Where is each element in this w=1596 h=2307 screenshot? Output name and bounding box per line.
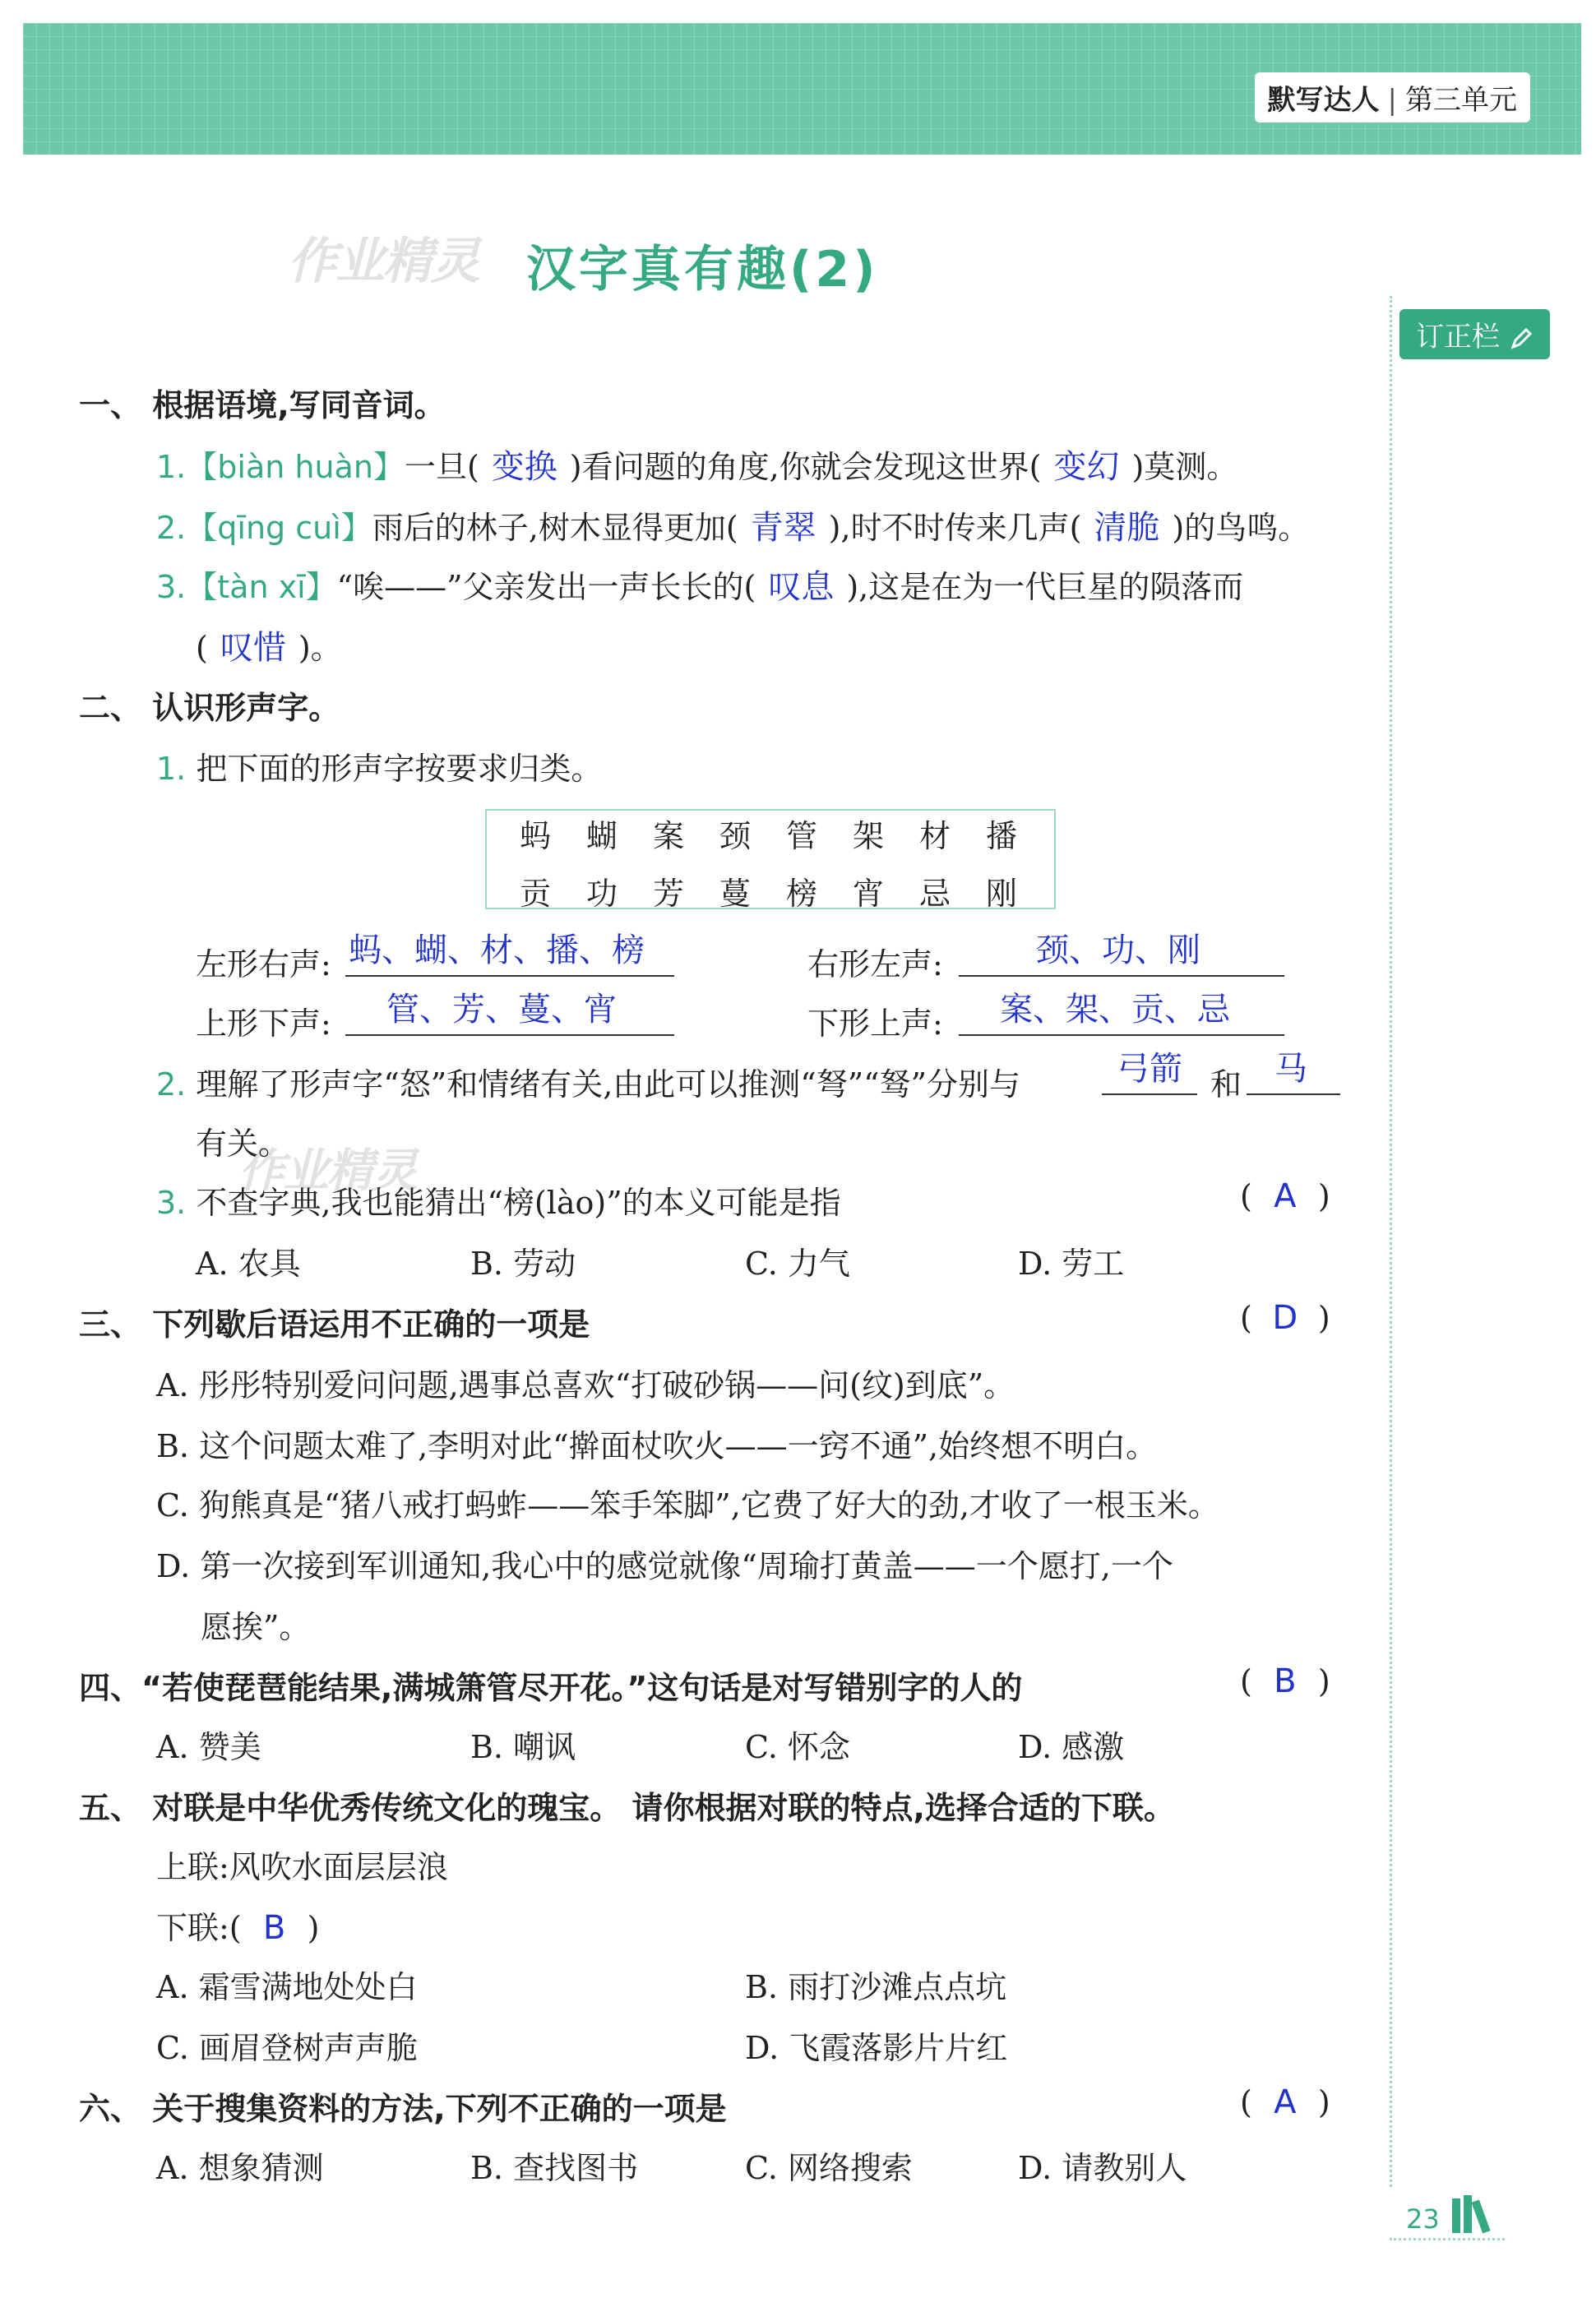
section-6-heading: 六、 关于搜集资料的方法,下列不正确的一项是 [79,2091,727,2127]
section-4-heading: 四、“若使琵琶能结果,满城箫管尽开花。”这句话是对写错别字的人的 [79,1670,1023,1706]
s2-q2-and: 和 [1210,1066,1242,1103]
answer: 马 [1274,1050,1307,1088]
option: D. 请教别人 [1018,2150,1187,2186]
pencil-icon [1509,326,1534,351]
category-2-answer: 颈、功、刚 [1036,932,1200,969]
answer: 变换 [491,448,557,486]
option: C. 狗熊真是“猪八戒打蚂蚱——笨手笨脚”,它费了好大的劲,才收了一根玉米。 [156,1487,1219,1523]
answer-underline [959,975,1284,977]
option: C. 网络搜索 [745,2150,913,2186]
answer: 清脆 [1094,509,1160,547]
option: A. 霜雪满地处处白 [156,1969,418,2005]
answer-paren: ( A ) [1240,2083,1330,2121]
answer: 叹惜 [220,629,286,667]
s1-question-1: 1.【biàn huàn】一旦( 变换 )看问题的角度,你就会发现这世界( 变幻 )莫测。 [156,441,1237,488]
page-title: 汉字真有趣(2) [526,241,879,298]
answer-paren: ( D ) [1240,1299,1330,1337]
category-1-answer: 蚂、蝴、材、播、榜 [349,932,645,969]
correction-badge: 订正栏 [1399,309,1550,359]
option: C. 力气 [745,1246,850,1282]
watermark: 作业精灵 [238,1144,416,1198]
category-4-label: 下形上声: [807,1006,943,1042]
s2-question-2: 2. 理解了形声字“怒”和情绪有关,由此可以推测“弩”“驽”分别与 [156,1066,1021,1103]
answer-underline [1247,1093,1340,1095]
option: B. 查找图书 [470,2150,639,2186]
answer: 叹息 [768,568,835,606]
answer: B [262,1909,286,1947]
answer-underline [959,1034,1284,1036]
watermark: 作业精灵 [288,233,479,290]
answer: 弓箭 [1117,1050,1182,1088]
section-2-heading: 二、 认识形声字。 [79,690,340,726]
category-3-label: 上形下声: [196,1006,331,1042]
unit-tag: 默写达人 | 第三单元 [1255,72,1530,123]
answer: 变幻 [1053,448,1120,486]
s1-question-3: 3.【tàn xī】“唉——”父亲发出一声长长的( 叹息 ),这是在为一代巨星的陨落而 [156,561,1243,608]
option: A. 农具 [196,1246,301,1282]
answer: D [1272,1299,1298,1337]
category-4-answer: 案、架、贡、忌 [1000,991,1230,1029]
category-1-label: 左形右声: [196,946,331,982]
category-2-label: 右形左声: [807,946,943,982]
option: C. 怀念 [745,1729,850,1765]
page-number: 23 [1406,2203,1440,2235]
s2-question-3: 3. 不查字典,我也能猜出“榜(lào)”的本义可能是指 [156,1185,841,1221]
lower-couplet: 下联:( B ) [156,1909,320,1947]
option: B. 雨打沙滩点点坑 [745,1969,1007,2005]
char-row-1: 蚂 蝴 案 颈 管 架 材 播 [520,818,1018,854]
s1-question-2: 2.【qīng cuì】雨后的林子,树木显得更加( 青翠 ),时不时传来几声( 清脆 )的鸟鸣。 [156,502,1309,548]
section-3-heading: 三、 下列歇后语运用不正确的一项是 [79,1306,590,1343]
answer-underline [345,1034,674,1036]
answer: 青翠 [750,509,817,547]
footer-divider [1390,2238,1505,2240]
answer: A [1274,2083,1297,2121]
answer-underline [345,975,674,977]
option: D. 感激 [1018,1729,1125,1765]
s2-question-2-end: 有关。 [196,1126,290,1162]
option: D. 劳工 [1018,1246,1125,1282]
option: B. 这个问题太难了,李明对此“擀面杖吹火——一窍不通”,始终想不明白。 [156,1428,1158,1464]
option: B. 劳动 [470,1246,576,1282]
option: D. 第一次接到军训通知,我心中的感觉就像“周瑜打黄盖——一个愿打,一个 [156,1548,1173,1584]
option-cont: 愿挨”。 [201,1609,311,1645]
option: A. 彤彤特别爱问问题,遇事总喜欢“打破砂锅——问(纹)到底”。 [156,1367,1015,1403]
char-row-2: 贡 功 芳 蔓 榜 宵 忌 刚 [520,876,1018,912]
answer: A [1274,1177,1297,1215]
upper-couplet: 上联:风吹水面层层浪 [156,1849,448,1885]
option: A. 赞美 [156,1729,261,1765]
category-3-answer: 管、芳、蔓、宵 [386,991,617,1029]
option: B. 嘲讽 [470,1729,576,1765]
section-5-heading: 五、 对联是中华优秀传统文化的瑰宝。 请你根据对联的特点,选择合适的下联。 [79,1790,1175,1826]
answer: B [1274,1662,1297,1700]
answer-underline [1102,1093,1197,1095]
s2-question-1: 1. 把下面的形声字按要求归类。 [156,751,603,787]
answer-paren: ( B ) [1240,1662,1330,1700]
s1-question-3-cont: ( 叹惜 )。 [196,622,342,668]
option: D. 飞霞落影片片红 [745,2030,1008,2066]
correction-divider [1390,296,1392,2187]
option: A. 想象猜测 [156,2150,324,2186]
answer-paren: ( A ) [1240,1177,1330,1215]
section-1-heading: 一、 根据语境,写同音词。 [79,387,446,423]
option: C. 画眉登树声声脆 [156,2030,418,2066]
books-icon [1450,2194,1500,2235]
